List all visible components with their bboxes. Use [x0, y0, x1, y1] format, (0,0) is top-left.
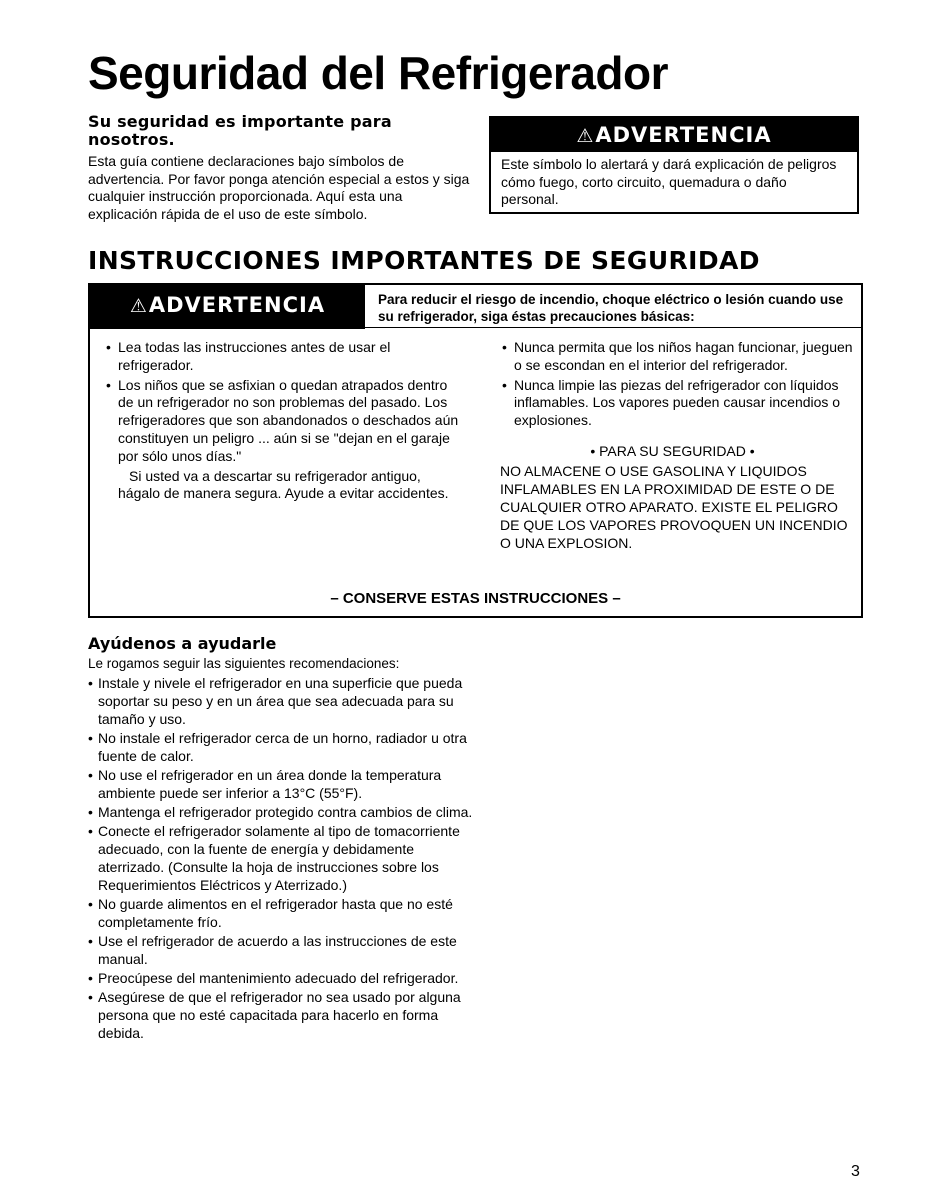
safety-section-title: INSTRUCCIONES IMPORTANTES DE SEGURIDAD — [88, 246, 760, 275]
help-list — [88, 674, 473, 1042]
intro-section — [88, 113, 473, 223]
list-item: • Lea todas las instrucciones antes de usar el refrigerador. — [104, 339, 464, 375]
list-item: • Use el refrigerador de acuerdo a las instrucciones de este manual. — [88, 932, 473, 968]
safety-warning-label: ADVERTENCIA — [148, 293, 326, 317]
list-item: • No instale el refrigerador cerca de un horno, radiador u otra fuente de calor. — [88, 729, 473, 765]
list-item: • No guarde alimentos en el refrigerador hasta que no esté completamente frío. — [88, 895, 473, 931]
safety-lead-text: Para reducir el riesgo de incendio, choque eléctrico o lesión cuando use su refrigerador, siga éstas precauciones básicas: — [378, 292, 844, 324]
help-section — [88, 634, 473, 1043]
list-item: • Mantenga el refrigerador protegido contra cambios de clima. — [88, 803, 473, 821]
warning-symbol-label: ADVERTENCIA — [595, 123, 772, 147]
list-item: • Conecte el refrigerador solamente al tipo de tomacorriente adecuado, con la fuente de energía y debidamente aterrizado. (Consulte la hoja de instrucciones sobre los Requerimientos Eléctricos y Aterrizado.) — [88, 822, 473, 894]
list-item: • Asegúrese de que el refrigerador no sea usado por alguna persona que no esté capacitada para hacerlo en forma debida. — [88, 988, 473, 1042]
para-su-seguridad-heading: • PARA SU SEGURIDAD • — [590, 442, 755, 459]
list-item: • No use el refrigerador en un área donde la temperatura ambiente puede ser inferior a 13°C (55°F). — [88, 766, 473, 802]
intro-body: Esta guía contiene declaraciones bajo símbolos de advertencia. Por favor ponga atención especial a estos y siga cualquier instrucción proporcionada. Aquí esta una explicación rápida de el uso de este símbolo. — [88, 153, 470, 222]
help-intro: Le rogamos seguir las siguientes recomendaciones: — [88, 656, 400, 671]
conserve-instructions: – CONSERVE ESTAS INSTRUCCIONES – — [330, 590, 621, 607]
warning-symbol-box — [489, 116, 859, 214]
intro-heading: Su seguridad es importante para nosotros. — [88, 112, 392, 149]
list-item: • Instale y nivele el refrigerador en una superficie que pueda soportar su peso y en un área que sea adecuada para su tamaño y uso. — [88, 674, 473, 728]
safety-right-column — [500, 339, 860, 552]
list-item: • Los niños que se asfixian o quedan atrapados dentro de un refrigerador no son problemas del pasado. Los refrigeradores que son abandonados o deschados aún constituyen un peligro ... aún si se "dejan en el garaje por sólo unos días." — [104, 377, 464, 466]
warning-triangle-icon: ⚠ — [129, 295, 148, 317]
discard-paragraph: Si usted va a descartar su refrigerador antiguo, hágalo de manera segura. Ayude a evitar accidentes. — [118, 467, 449, 502]
para-su-seguridad-body: NO ALMACENE O USE GASOLINA Y LIQUIDOS INFLAMABLES EN LA PROXIMIDAD DE ESTE O DE CUALQUIER OTRO APARATO. EXISTE EL PELIGRO DE QUE LOS VAPORES PROVOQUEN UN INCENDIO O UNA EXPLOSION. — [500, 462, 848, 551]
page-number: 3 — [851, 1163, 860, 1180]
warning-symbol-text: Este símbolo lo alertará y dará explicación de peligros cómo fuego, corto circuito, quemadura o daño personal. — [501, 156, 837, 207]
warning-symbol-header — [491, 118, 857, 152]
list-item: • Nunca permita que los niños hagan funcionar, jueguen o se escondan en el interior del refrigerador. — [500, 339, 860, 375]
list-item: • Nunca limpie las piezas del refrigerador con líquidos inflamables. Los vapores pueden causar incendios o explosiones. — [500, 377, 860, 430]
list-item: • Preocúpese del mantenimiento adecuado del refrigerador. — [88, 969, 473, 987]
safety-instructions-box — [88, 283, 863, 618]
lead-divider — [365, 327, 861, 328]
safety-warning-header — [90, 285, 365, 329]
safety-left-column — [104, 339, 464, 503]
page-title: Seguridad del Refrigerador — [88, 47, 669, 99]
warning-triangle-icon: ⚠ — [576, 125, 595, 147]
help-heading: Ayúdenos a ayudarle — [88, 634, 277, 653]
